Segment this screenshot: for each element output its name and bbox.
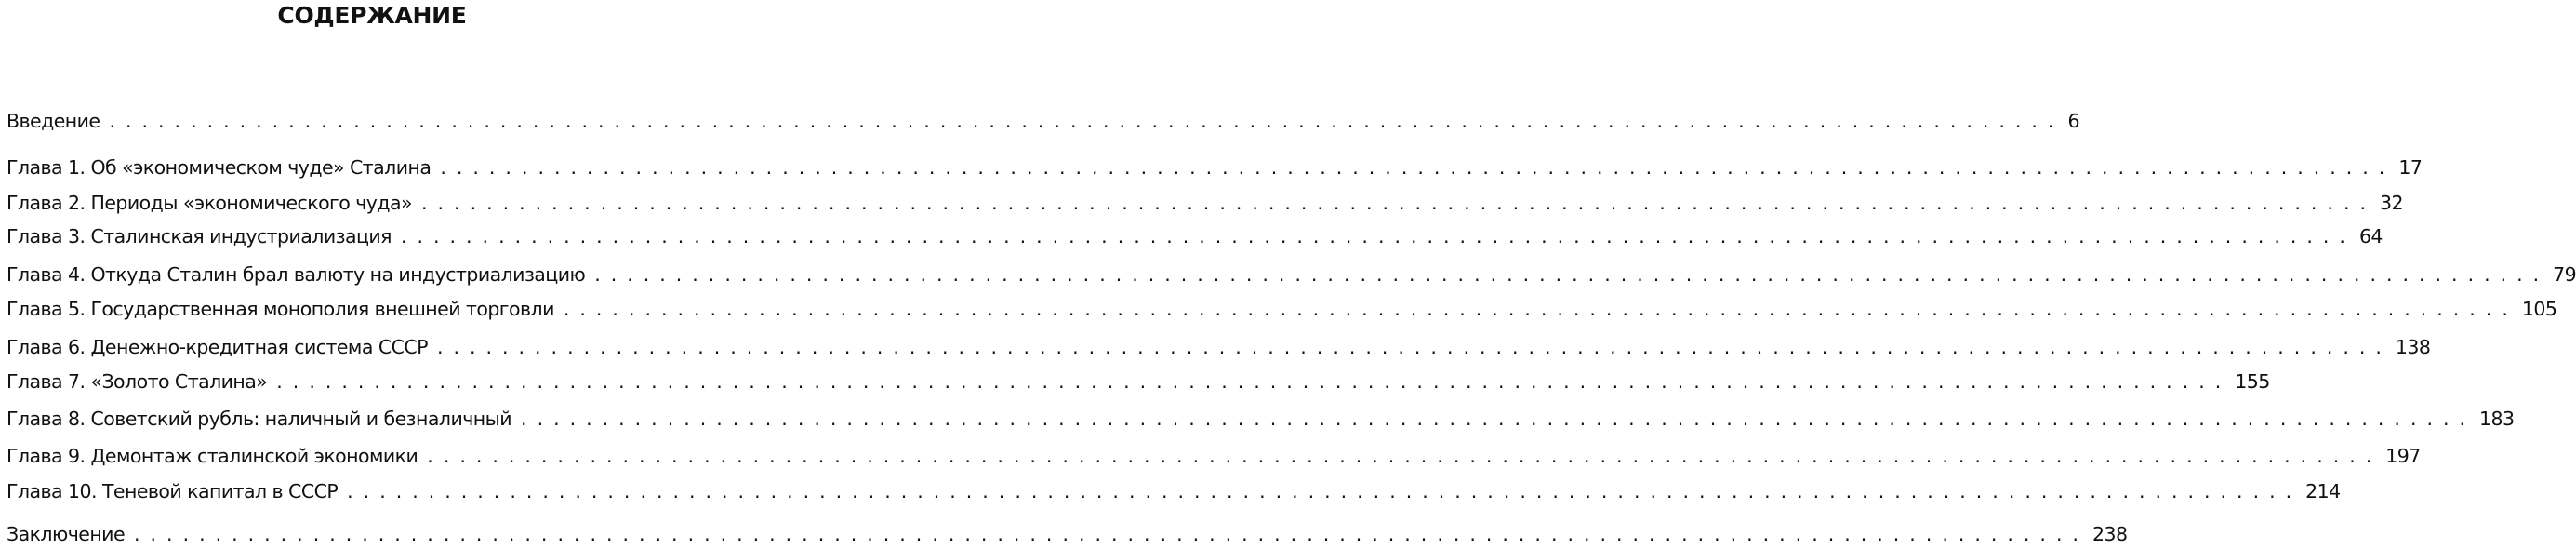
toc-entry-label: Глава 2. Периоды «экономического чуда» bbox=[7, 192, 413, 214]
toc-page-number: 155 bbox=[2235, 370, 2270, 393]
toc-page-number: 138 bbox=[2395, 336, 2431, 358]
dot-leader: ........................................................................................................................ bbox=[563, 298, 2518, 320]
toc-entry-label: Глава 4. Откуда Сталин брал валюту на индустриализацию bbox=[7, 263, 586, 286]
toc-entry-chapter-8[interactable] bbox=[7, 404, 2515, 434]
dot-leader: ........................................................................................................................ bbox=[109, 110, 2065, 132]
dot-leader: ........................................................................................................................ bbox=[427, 445, 2383, 467]
toc-entry-label: Глава 5. Государственная монополия внешней торговли bbox=[7, 298, 554, 320]
toc-entry-conclusion[interactable] bbox=[7, 519, 2128, 549]
toc-page-number: 17 bbox=[2398, 156, 2423, 179]
toc-entry-chapter-6[interactable] bbox=[7, 332, 2431, 362]
dot-leader: ........................................................................................................................ bbox=[521, 408, 2476, 430]
toc-entry-label: Глава 3. Сталинская индустриализация bbox=[7, 225, 392, 248]
dot-leader: ........................................................................................................................ bbox=[436, 336, 2392, 358]
toc-entry-label: Глава 9. Демонтаж сталинской экономики bbox=[7, 445, 418, 467]
toc-page-number: 214 bbox=[2305, 480, 2341, 502]
toc-page-number: 64 bbox=[2358, 225, 2383, 248]
toc-entry-label: Глава 1. Об «экономическом чуде» Сталина bbox=[7, 156, 432, 179]
toc-page-number: 79 bbox=[2553, 263, 2576, 286]
toc-entry-chapter-3[interactable] bbox=[7, 221, 2383, 251]
toc-entry-chapter-1[interactable] bbox=[7, 153, 2423, 182]
toc-entry-label: Глава 10. Теневой капитал в СССР bbox=[7, 480, 339, 502]
toc-entry-chapter-4[interactable] bbox=[7, 260, 2576, 289]
toc-entry-label: Глава 8. Советский рубль: наличный и безналичный bbox=[7, 408, 512, 430]
page-title: СОДЕРЖАНИЕ bbox=[277, 2, 467, 29]
dot-leader: ........................................................................................................................ bbox=[134, 523, 2089, 545]
toc-page-number: 32 bbox=[2379, 192, 2403, 214]
dot-leader: ........................................................................................................................ bbox=[440, 156, 2396, 179]
toc-page-number: 105 bbox=[2521, 298, 2557, 320]
dot-leader: ........................................................................................................................ bbox=[421, 192, 2376, 214]
toc-page-number: 197 bbox=[2385, 445, 2421, 467]
toc-entry-chapter-10[interactable] bbox=[7, 476, 2341, 506]
toc-entry-chapter-2[interactable] bbox=[7, 188, 2403, 218]
dot-leader: ........................................................................................................................ bbox=[347, 480, 2303, 502]
toc-entry-label: Глава 6. Денежно-кредитная система СССР bbox=[7, 336, 428, 358]
toc-entry-chapter-9[interactable] bbox=[7, 441, 2421, 471]
toc-entry-chapter-7[interactable] bbox=[7, 367, 2270, 396]
toc-entry-introduction[interactable] bbox=[7, 106, 2079, 136]
toc-page-number: 183 bbox=[2479, 408, 2515, 430]
toc-entry-chapter-5[interactable] bbox=[7, 294, 2557, 324]
toc-entry-label: Заключение bbox=[7, 523, 126, 545]
dot-leader: ........................................................................................................................ bbox=[400, 225, 2356, 248]
toc-entry-label: Введение bbox=[7, 110, 100, 132]
dot-leader: ........................................................................................................................ bbox=[276, 370, 2232, 393]
dot-leader: ........................................................................................................................ bbox=[594, 263, 2550, 286]
toc-page-number: 238 bbox=[2091, 523, 2128, 545]
toc-entry-label: Глава 7. «Золото Сталина» bbox=[7, 370, 268, 393]
toc-page-number: 6 bbox=[2067, 110, 2079, 132]
